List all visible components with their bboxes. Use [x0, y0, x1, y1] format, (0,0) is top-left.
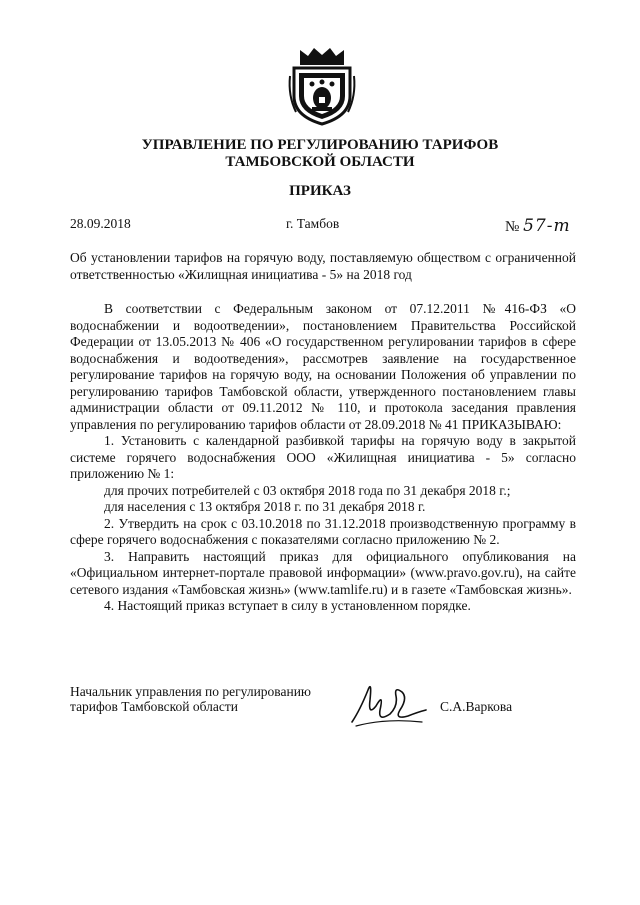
order-item-1: 1. Установить с календарной разбивкой тарифы на горячую воду в закрытой системе горячего водоснабжения ООО «Жилищная инициатива - 5» согласно приложению № 1:	[70, 433, 576, 481]
order-item-3: 3. Направить настоящий приказ для официального опубликования на «Официальном интернет-портале правовой информации» (www.pravo.gov.ru), на сайте сетевого издания «Тамбовская жизнь» (www.tamlife.ru) и в газете «Тамбовская жизнь».	[70, 548, 576, 597]
authority-name-line2: ТАМБОВСКОЙ ОБЛАСТИ	[225, 154, 415, 170]
number-sign: №	[505, 219, 520, 235]
order-item-1-sub-2: для населения с 13 октября 2018 г. по 31 декабря 2018 г.	[104, 499, 426, 514]
handwritten-signature	[346, 670, 432, 732]
signatory-position	[70, 684, 311, 714]
document-city: г. Тамбов	[286, 216, 340, 231]
handwritten-number: 57-т	[523, 216, 571, 236]
document-subject: Об установлении тарифов на горячую воду, поставляемую обществом с ограниченной ответственностью «Жилищная инициатива - 5» на 2018 год	[70, 250, 576, 282]
order-item-2: 2. Утвердить на срок с 03.10.2018 по 31.12.2018 производственную программу в сфере горячего водоснабжения с показателями согласно приложению № 2.	[70, 515, 576, 547]
document-number	[505, 216, 571, 236]
document-date: 28.09.2018	[70, 216, 131, 231]
preamble-paragraph: В соответствии с Федеральным законом от 07.12.2011 №416-ФЗ «О водоснабжении и водоотведении», постановлением Правительства Российской Федерации от 13.05.2013 № 406 «О государственном регулировании тарифов в сфере водоснабжения и водоотведения», рассмотрев заявление на государственное регулирование тарифов на горячую воду, на основании Положения об управлении по регулированию тарифов Тамбовской области, утвержденного постановлением главы администрации области от 09.11.2012 № 110, и протокола заседания правления управления по регулированию тарифов области от 28.09.2018 № 41 ПРИКАЗЫВАЮ:	[70, 301, 576, 432]
document-type: ПРИКАЗ	[289, 183, 351, 199]
coat-of-arms-icon	[286, 46, 358, 126]
order-item-1-sub-1: для прочих потребителей с 03 октября 2018 года по 31 декабря 2018 г.;	[104, 482, 511, 498]
document-body	[70, 301, 576, 615]
order-item-4: 4. Настоящий приказ вступает в силу в установленном порядке.	[104, 598, 471, 613]
signatory-position-line1: Начальник управления по регулированию	[70, 684, 312, 699]
signatory-position-line2: тарифов Тамбовской области	[70, 699, 238, 714]
authority-name-line1: УПРАВЛЕНИЕ ПО РЕГУЛИРОВАНИЮ ТАРИФОВ	[141, 137, 499, 153]
signatory-name: С.А.Варкова	[440, 699, 513, 714]
